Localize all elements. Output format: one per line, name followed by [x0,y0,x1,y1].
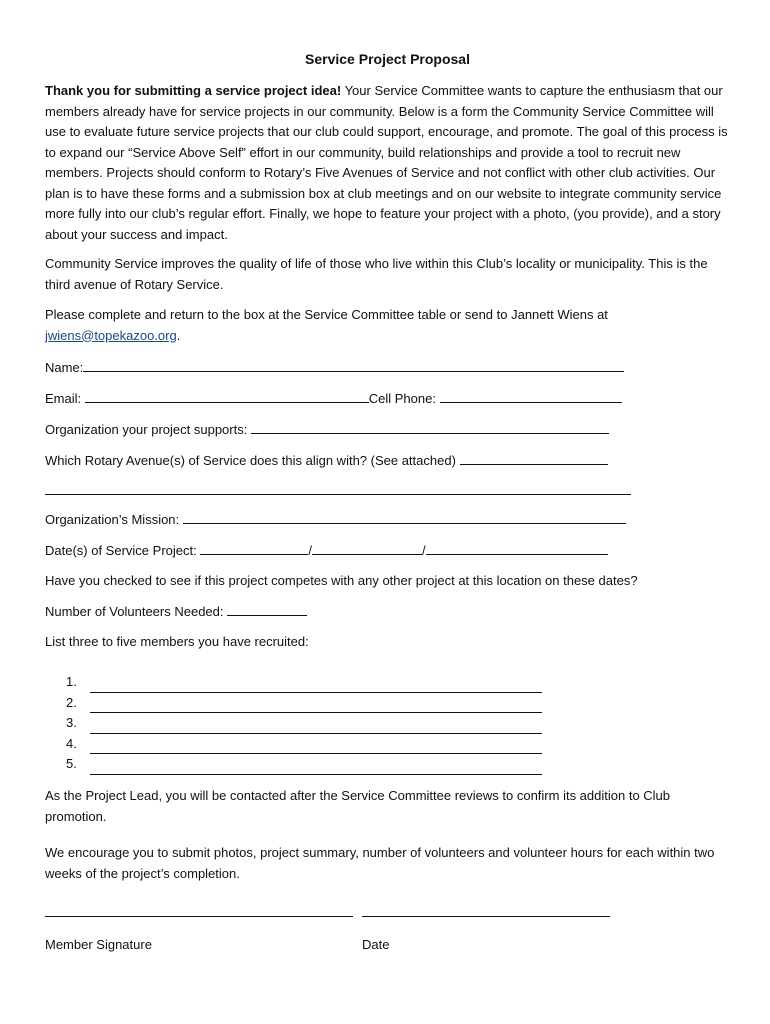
list-number: 3. [66,715,77,730]
date-slash-2: / [421,543,426,558]
list-item [66,713,542,734]
competes-row [45,571,638,591]
volunteers-field[interactable] [227,601,307,616]
date-slash-1: / [308,543,312,558]
member-signature-field[interactable] [45,915,353,917]
cell-phone-field[interactable] [440,388,622,403]
mission-label: Organization’s Mission: [45,512,180,527]
dates-label: Date(s) of Service Project: [45,543,197,558]
members-list [66,672,542,775]
avenue-row [45,450,608,470]
intro-paragraph [45,81,730,245]
email-link[interactable]: jwiens@topekazoo.org [45,327,177,343]
list-item [66,672,542,693]
list-number: 4. [66,735,77,751]
members-label: List three to five members you have recruited: [45,634,309,649]
avenue-continued-row [45,480,631,500]
member-field[interactable] [90,719,542,734]
name-label: Name: [45,360,84,375]
email-row [45,388,622,408]
name-row [45,357,624,377]
member-field[interactable] [90,698,542,713]
return-paragraph [45,305,730,346]
date-day-field[interactable] [312,540,422,555]
page-title: Service Project Proposal [305,51,470,67]
member-field[interactable] [90,760,542,775]
organization-label: Organization your project supports: [45,422,248,437]
avenue-field[interactable] [460,450,608,465]
mission-field[interactable] [183,509,626,524]
avenue-label: Which Rotary Avenue(s) of Service does this align with? (See attached) [45,453,456,468]
date-year-field[interactable] [426,540,608,555]
mission-row [45,509,626,529]
encourage-paragraph: We encourage you to submit photos, project summary, number of volunteers and volunteer hours for each within two weeks of the project’s completion. [45,845,715,881]
list-item [66,693,542,714]
cell-label: Cell Phone: [368,391,436,406]
list-number: 5. [66,756,77,771]
avenue-field-continued[interactable] [45,480,631,495]
volunteers-label: Number of Volunteers Needed: [45,604,224,619]
organization-row [45,419,609,439]
members-row [45,632,309,652]
name-field[interactable] [83,357,624,372]
organization-field[interactable] [251,419,609,434]
date-label: Date [362,937,390,952]
community-paragraph: Community Service improves the quality of life of those who live within this Club’s locality or municipality. This is the third avenue of Rotary Service. [45,256,708,292]
list-item [66,754,542,775]
member-signature-label: Member Signature [45,937,152,952]
list-item [66,734,542,755]
competes-question: Have you checked to see if this project competes with any other project at this location on these dates? [45,573,638,588]
list-number: 2. [66,694,77,710]
volunteers-row [45,601,307,621]
intro-bold: Thank you for submitting a service project idea! [45,83,342,98]
date-signature-field[interactable] [362,915,610,917]
return-end: . [176,327,181,343]
dates-row [45,540,608,560]
return-text: Please complete and return to the box at the Service Committee table or send to Jannett Wiens at [45,307,608,322]
email-label: Email: [45,391,82,406]
lead-paragraph: As the Project Lead, you will be contacted after the Service Committee reviews to confirm its addition to Club promotion. [45,788,671,824]
date-month-field[interactable] [200,540,308,555]
intro-text: Your Service Committee wants to capture the enthusiasm that our members already have for service projects in our community. Below is a form the Community Service Committee will use to evaluate future service projects that our club could support, encourage, and promote. The goal of this process is to expand our “Service Above Self” effort in our community, build relationships and provide a tool to recruit new members. Projects should conform to Rotary’s Five Avenues of Service and not conflict with other club activities. Our plan is to have these forms and a submission box at club meetings and on our website to integrate community service more fully into our club’s regular effort. Finally, we hope to feature your project with a photo, (you provide), and a story about your success and impact. [45,83,728,242]
email-field[interactable] [85,388,369,403]
member-field[interactable] [90,739,542,754]
member-field[interactable] [90,678,542,693]
list-number: 1. [66,674,77,689]
